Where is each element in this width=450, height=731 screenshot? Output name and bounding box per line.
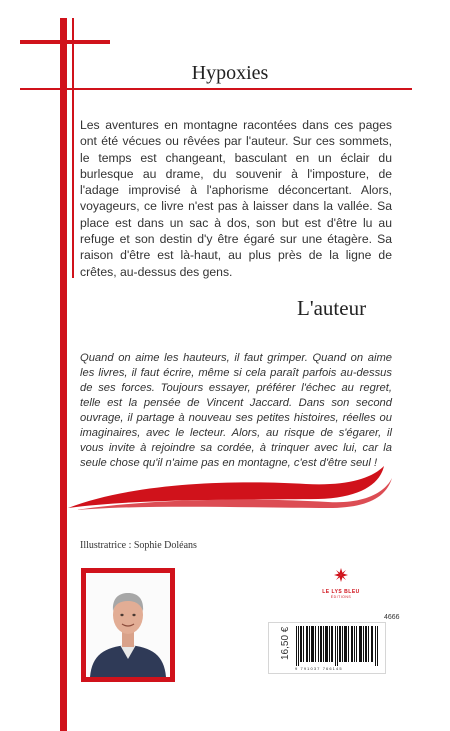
isbn-barcode (296, 626, 380, 666)
author-photo (81, 568, 175, 682)
illustrator-credit: Illustratrice : Sophie Doléans (80, 540, 197, 551)
publisher-name: LE LYS BLEU (322, 589, 360, 595)
cross-horizontal-bar (20, 40, 110, 44)
product-code: 4666 (384, 614, 400, 621)
publisher-logo (321, 567, 361, 599)
author-bio: Quand on aime les hauteurs, il faut grimper. Quand on aime les livres, il faut écrire, même si cela paraît parfois au-dessus de ses forces. Toujours essayer, préférer l'échec au regret, telle est la pensée de Vincent Jaccard. Dans son second ouvrage, il partage à nouveau ses petites histoires, réelles ou imaginaires, avec le lecteur. Alors, au risque de s'égarer, il vous invite à rejoindre sa cordée, à trinquer avec lui, car la seule chose qu'il n'aime pas en montagne, c'est d'être seul ! (80, 352, 392, 469)
price-label: 16,50 € (280, 626, 291, 660)
red-swoosh-ornament (66, 464, 396, 514)
book-title: Hypoxies (191, 62, 269, 84)
cross-thin-bar (72, 18, 74, 278)
title-rule (20, 88, 412, 90)
author-portrait-image (86, 573, 170, 677)
lily-flower-icon (333, 567, 349, 583)
publisher-subtitle: ÉDITIONS (330, 595, 352, 599)
cross-vertical-bar (60, 18, 67, 731)
book-summary: Les aventures en montagne racontées dans ces pages ont été vécues ou rêvées par l'auteur. Sur ces sommets, le temps est changeant, basculant en un éclair du burlesque au drame, du souvenir à l'imposture, de l'adage improvisé à l'aphorisme déconcertant. Alors, voyageurs, ce livre n'est pas à laisser dans la vallée. Sa place est dans un sac à dos, son but est d'être lu au refuge et son destin d'y être égaré sur une étagère. Sa raison d'être est là-haut, au plus près de la ligne de crêtes, au-dessus des gens. (80, 118, 392, 279)
author-signature: L'auteur (297, 296, 367, 320)
barcode-digits: 9 791037 766145 (295, 666, 343, 671)
